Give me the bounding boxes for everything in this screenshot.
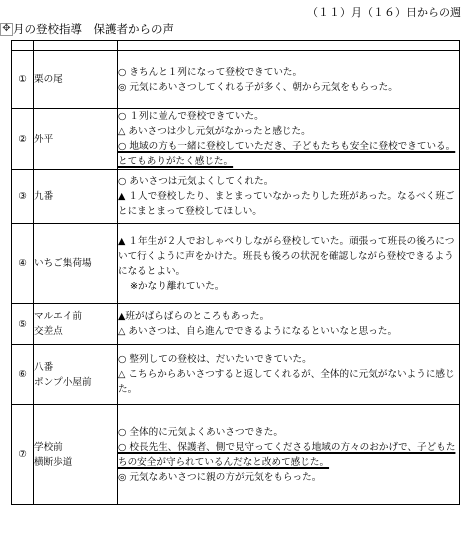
header-cell[interactable]	[118, 41, 460, 51]
comment-text: ○ 全体的に元気よくあいさつできた。	[118, 426, 283, 438]
comment-text: ○ きちんと１列になって登校できていた。	[118, 66, 303, 78]
comment-text: △ こちらからあいさつすると返してくれるが、全体的に元気がないように感じた。	[118, 369, 455, 395]
location-cell[interactable]	[34, 304, 118, 345]
table-row	[12, 170, 460, 224]
comment-text: ◎ 元気にあいさつしてくれる子が多く、朝から元気をもらった。	[118, 81, 398, 93]
comment-line	[118, 124, 459, 139]
comment-line	[118, 139, 459, 169]
comment-text: ▲ １人で登校したり、まとまっていなかったりした班があった。なるべく班ごとにまとまって登校してほしい。	[118, 191, 455, 217]
comment-line	[118, 109, 459, 124]
header-cell[interactable]	[12, 41, 34, 51]
location-cell[interactable]	[34, 345, 118, 405]
comment-text: ○ あいさつは元気よくしてくれた。	[118, 176, 274, 187]
table-move-handle-icon[interactable]: ✥	[0, 23, 13, 36]
underlined-comment-text: ○ 地域の方も一緒に登校していただき、子どもたちも安全に登校できている。とてもありがたく感じた。	[118, 141, 456, 167]
location-name: 九番	[34, 191, 54, 202]
comment-text: ▲班がばらばらのところもあった。	[118, 311, 270, 322]
location-cell[interactable]	[34, 109, 118, 170]
comment-line	[118, 309, 459, 324]
comment-line	[118, 174, 459, 189]
comment-text: ※かなり離れていた。	[130, 280, 225, 292]
header-cell[interactable]	[34, 41, 118, 51]
row-number[interactable]: ①	[12, 51, 34, 109]
comment-line	[118, 367, 459, 397]
comment-line	[118, 425, 459, 440]
comment-line	[118, 470, 459, 485]
location-cell[interactable]	[34, 224, 118, 304]
location-name: マルエイ前	[34, 311, 82, 322]
comment-text: ▲ １年生が２人でおしゃべりしながら登校していた。頑張って班長の後ろについて行くように声をかけた。班長も後ろの状況を確認しながら登校できるようになるとよい。	[118, 235, 455, 277]
comment-text: ○ 整列しての登校は、だいたいできていた。	[118, 354, 312, 365]
table-row	[12, 405, 460, 505]
row-number[interactable]: ③	[12, 170, 34, 224]
comment-cell[interactable]	[118, 170, 460, 224]
comment-cell[interactable]	[118, 345, 460, 405]
comment-text: ○ １列に並んで登校できていた。	[118, 111, 264, 122]
comment-line	[118, 279, 459, 294]
location-cell[interactable]	[34, 405, 118, 505]
row-number[interactable]: ②	[12, 109, 34, 170]
table-row	[12, 304, 460, 345]
location-cell[interactable]	[34, 51, 118, 109]
comment-line	[118, 65, 459, 80]
comment-line	[118, 352, 459, 367]
location-name: ポンプ小屋前	[34, 376, 92, 388]
comment-cell[interactable]	[118, 51, 460, 109]
table-row	[12, 224, 460, 304]
location-name: 栗の尾	[34, 74, 63, 85]
comment-text: ◎ 元気なあいさつに親の方が元気をもらった。	[118, 471, 322, 483]
page-title: 月の登校指導 保護者からの声	[13, 22, 174, 36]
table-header-row	[12, 41, 460, 51]
date-header: （１１）月（１６）日からの週	[307, 6, 461, 19]
comment-line	[118, 324, 459, 339]
comment-cell[interactable]	[118, 224, 460, 304]
row-number[interactable]: ⑥	[12, 345, 34, 405]
comment-cell[interactable]	[118, 109, 460, 170]
comment-cell[interactable]	[118, 304, 460, 345]
location-name: 交差点	[34, 326, 63, 337]
row-number[interactable]: ⑦	[12, 405, 34, 505]
location-name: 八番	[34, 361, 54, 373]
underlined-comment-text: ○ 校長先生、保護者、側で見守ってくださる地域の方々のおかげで、子どもたちの安全が守られているんだなと改めて感じた。	[118, 441, 456, 468]
table-row	[12, 109, 460, 170]
comment-line	[118, 440, 459, 470]
location-name: 学校前	[34, 441, 63, 453]
table-row	[12, 345, 460, 405]
row-number[interactable]: ⑤	[12, 304, 34, 345]
comment-line	[118, 80, 459, 95]
row-number[interactable]: ④	[12, 224, 34, 304]
comment-cell[interactable]	[118, 405, 460, 505]
location-cell[interactable]	[34, 170, 118, 224]
comment-text: △ あいさつは、自ら進んでできるようになるといいなと思った。	[118, 326, 398, 337]
feedback-table	[11, 40, 460, 505]
comment-text: △ あいさつは少し元気がなかったと感じた。	[118, 126, 311, 137]
location-name: いちご集荷場	[34, 258, 92, 269]
location-name: 外平	[34, 133, 54, 145]
comment-line	[118, 189, 459, 219]
table-row	[12, 51, 460, 109]
location-name: 横断歩道	[34, 456, 73, 468]
comment-line	[118, 234, 459, 279]
